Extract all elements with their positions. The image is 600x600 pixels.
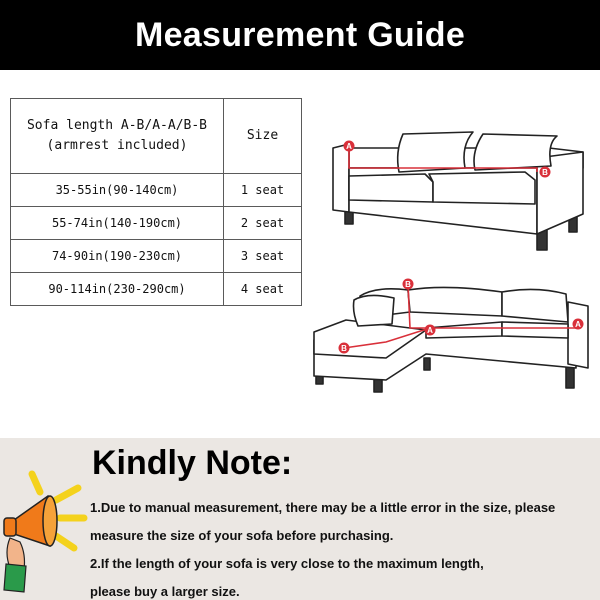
table-row (11, 273, 302, 306)
back-pillow (354, 295, 395, 326)
svg-text:A: A (575, 320, 581, 329)
megaphone-icon (0, 460, 90, 600)
marker-a (344, 141, 355, 152)
marker-b (339, 343, 350, 354)
sofa-right-arm (568, 302, 588, 368)
length-column-header (11, 99, 224, 174)
note-line: measure the size of your sofa before purchasing. (90, 528, 394, 543)
marker-a (425, 325, 436, 336)
seat-cushion (426, 322, 502, 338)
length-cell: 74-90in(190-230cm) (11, 240, 224, 273)
svg-text:A: A (427, 326, 433, 335)
marker-b (540, 167, 551, 178)
note-line: 2.If the length of your sofa is very close to the maximum length, (90, 556, 484, 571)
table-row (11, 174, 302, 207)
sectional-sofa-diagram (306, 272, 596, 400)
header-banner (0, 0, 600, 70)
note-title: Kindly Note: (92, 444, 293, 482)
kindly-note-section (0, 438, 600, 600)
svg-text:B: B (405, 280, 411, 289)
size-cell: 3 seat (224, 240, 302, 273)
seat-cushion (429, 172, 535, 204)
marker-a (573, 319, 584, 330)
length-header-line2: (armrest included) (46, 138, 188, 153)
sofa-diagram (325, 122, 595, 262)
svg-text:B: B (341, 344, 347, 353)
back-pillow (474, 134, 557, 170)
size-table (10, 98, 302, 306)
size-column-header: Size (224, 99, 302, 174)
back-cushion (502, 289, 568, 322)
back-cushion (408, 287, 502, 316)
table-header-row (11, 99, 302, 174)
svg-text:B: B (542, 168, 548, 177)
seat-cushion (502, 322, 568, 338)
note-line: 1.Due to manual measurement, there may be a little error in the size, please (90, 500, 556, 515)
svg-text:A: A (346, 142, 352, 151)
table-row (11, 207, 302, 240)
note-line: please buy a larger size. (90, 584, 240, 599)
length-cell: 35-55in(90-140cm) (11, 174, 224, 207)
page-title: Measurement Guide (134, 15, 466, 54)
size-cell: 1 seat (224, 174, 302, 207)
table-row (11, 240, 302, 273)
seat-cushion (349, 174, 433, 202)
sofa-leg (424, 358, 430, 370)
size-cell: 2 seat (224, 207, 302, 240)
marker-b (403, 279, 414, 290)
back-pillow (398, 132, 473, 172)
sofa-left-arm (333, 144, 349, 212)
size-cell: 4 seat (224, 273, 302, 306)
length-cell: 90-114in(230-290cm) (11, 273, 224, 306)
length-header-line1: Sofa length A-B/A-A/B-B (26, 118, 207, 133)
length-cell: 55-74in(140-190cm) (11, 207, 224, 240)
